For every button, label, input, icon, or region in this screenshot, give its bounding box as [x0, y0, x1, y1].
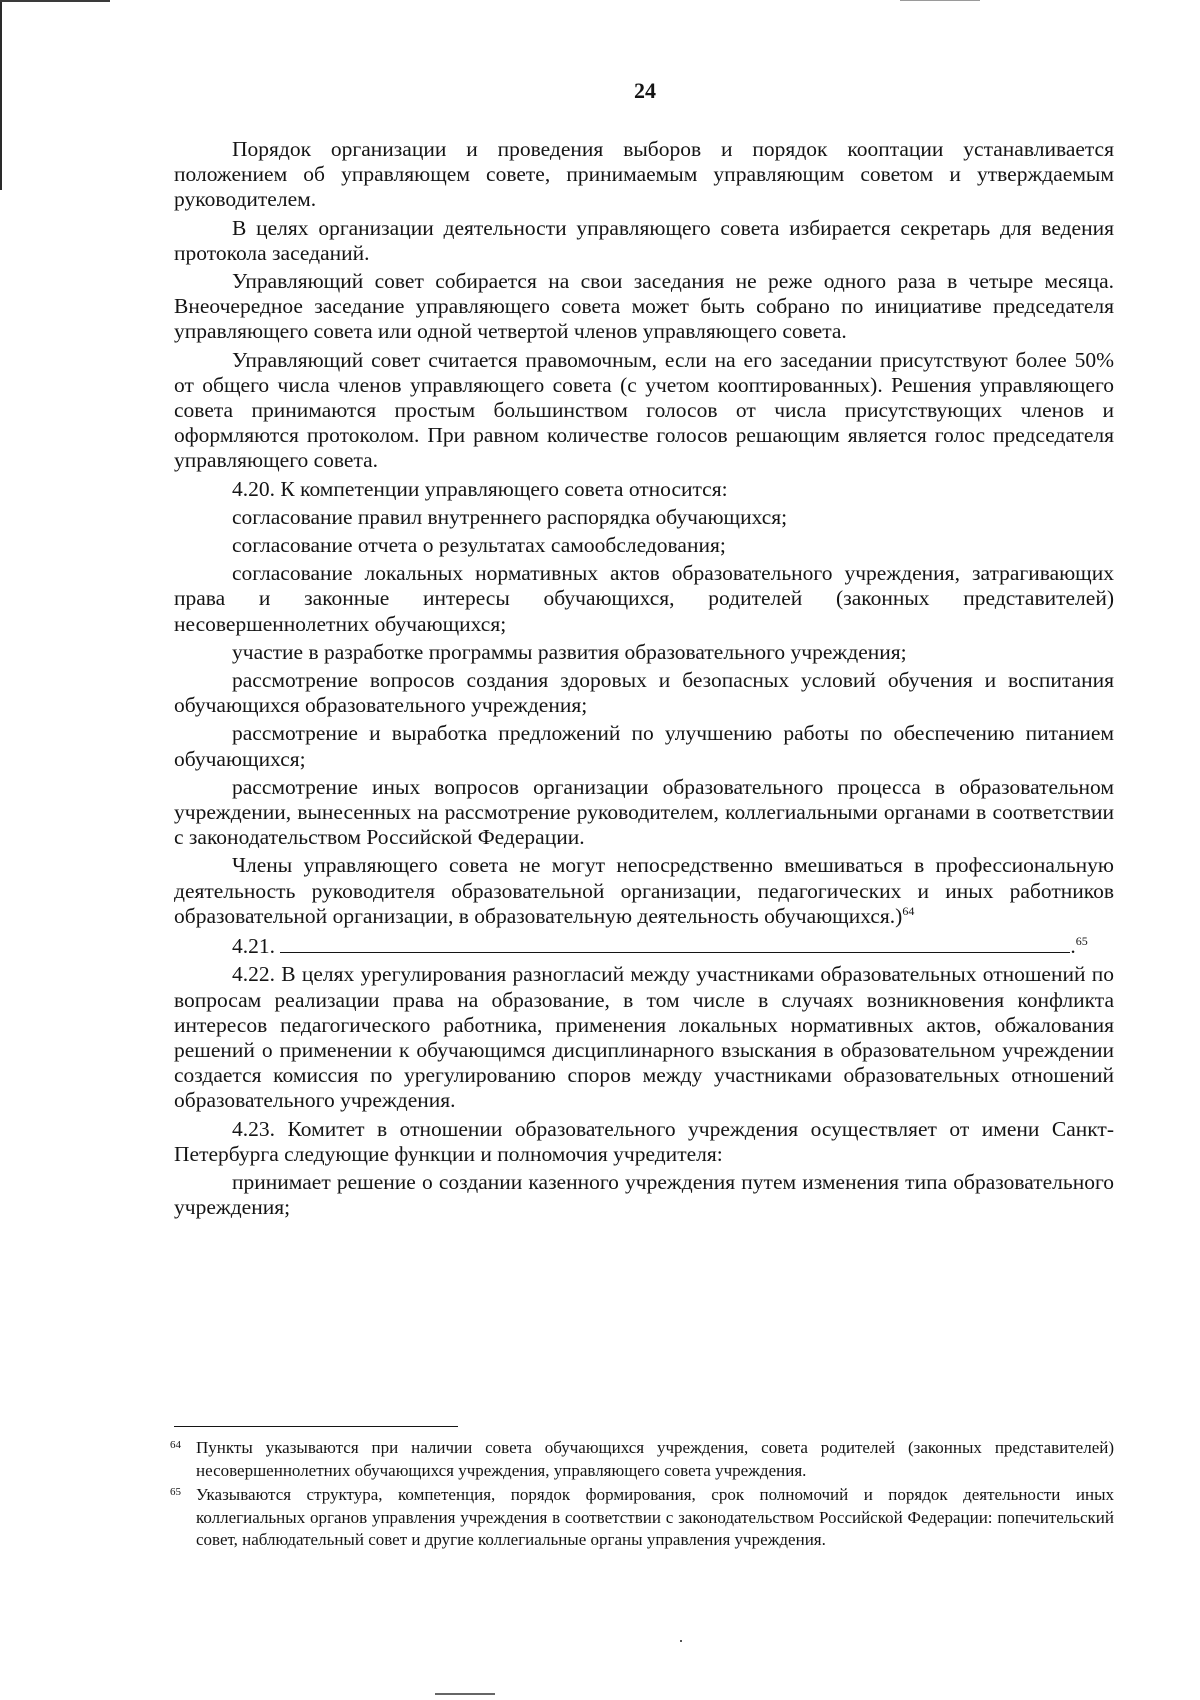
- paragraph: 4.23. Комитет в отношении образовательного учреждения осуществляет от имени Санкт-Петербурга следующие функции и полномочия учредителя:: [174, 1116, 1114, 1166]
- paragraph: участие в разработке программы развития образовательного учреждения;: [232, 639, 907, 664]
- paragraph-text: Члены управляющего совета не могут непосредственно вмешиваться в профессиональную деятельность руководителя образовательной организации, педагогических и иных работников образовательной организации, в образовательную деятельность обучающихся.): [174, 853, 1114, 928]
- page-number: 24: [634, 78, 656, 103]
- item-4-21: [174, 932, 1114, 959]
- document-body: [174, 137, 1114, 1223]
- footnotes: [170, 1437, 1114, 1554]
- paragraph: рассмотрение вопросов создания здоровых и безопасных условий обучения и воспитания обучающихся образовательного учреждения;: [174, 668, 1114, 718]
- footnote-text: Пункты указываются при наличии совета обучающихся учреждения, совета родителей (законных представителей) несовершеннолетних обучающихся учреждения, управляющего совета учреждения.: [196, 1438, 1114, 1480]
- footnote-mark: 65: [170, 1486, 181, 1498]
- footnote-text: Указываются структура, компетенция, порядок формирования, срок полномочий и порядок деятельности иных коллегиальных органов управления учреждения в соответствии с законодательством Российской Федерации: попечительский совет, наблюдательный совет и другие коллегиальные органы управления учреждения.: [196, 1485, 1114, 1549]
- footnote-64: [170, 1437, 1114, 1482]
- paragraph: 4.22. В целях урегулирования разногласий между участниками образовательных отношений по вопросам реализации права на образование, в том числе в случаях возникновения конфликта интересов педагогического работника, применения локальных нормативных актов, обжалования решений о применении к обучающимся дисциплинарного взыскания в образовательном учреждении создается комиссия по урегулированию споров между участниками образовательных отношений образовательного учреждения.: [174, 962, 1114, 1113]
- item-number: 4.21.: [232, 934, 275, 959]
- paragraph: рассмотрение и выработка предложений по улучшению работы по обеспечению питанием обучающихся;: [174, 721, 1114, 771]
- paragraph: рассмотрение иных вопросов организации образовательного процесса в образовательном учреждении, вынесенных на рассмотрение руководителем, коллегиальными органами в соответствии с законодательством Российской Федерации.: [174, 774, 1114, 850]
- footnote-ref-64: 64: [902, 903, 915, 918]
- paragraph: согласование локальных нормативных актов образовательного учреждения, затрагивающих права и законные интересы обучающихся, родителей (законных представителей) несовершеннолетних обучающихся;: [174, 561, 1114, 636]
- footnote-mark: 64: [170, 1439, 181, 1451]
- paragraph: Управляющий совет считается правомочным, если на его заседании присутствуют более 50% от общего числа членов управляющего совета (с учетом кооптированных). Решения управляющего совета принимаются простым большинством голосов от числа присутствующих членов и оформляются протоколом. При равном количестве голосов решающим является голос председателя управляющего совета.: [174, 347, 1114, 473]
- footnote-separator: [174, 1426, 458, 1427]
- footnote-65: [170, 1484, 1114, 1552]
- blank-fill-line: [280, 932, 1070, 953]
- paragraph: Управляющий совет собирается на свои заседания не реже одного раза в четыре месяца. Внеочередное заседание управляющего совета может быть собрано по инициативе председателя управляющего совета или одной четвертой членов управляющего совета.: [174, 269, 1114, 344]
- scan-edge-top-right: [900, 0, 980, 1]
- paragraph: принимает решение о создании казенного учреждения путем изменения типа образовательного учреждения;: [174, 1169, 1114, 1220]
- footnote-ref-65: 65: [1075, 933, 1088, 948]
- scan-edge-top: [0, 0, 110, 2]
- paragraph-with-footnote: [174, 853, 1114, 929]
- paragraph: Порядок организации и проведения выборов и порядок кооптации устанавливается положением об управляющем совете, принимаемым управляющим советом и утверждаемым руководителем.: [174, 137, 1114, 212]
- paragraph: согласование отчета о результатах самообследования;: [232, 533, 726, 558]
- paragraph: согласование правил внутреннего распорядка обучающихся;: [232, 504, 788, 529]
- paragraph: В целях организации деятельности управляющего совета избирается секретарь для ведения протокола заседаний.: [174, 215, 1114, 265]
- paragraph: 4.20. К компетенции управляющего совета относится:: [232, 476, 728, 501]
- scan-speck: [680, 1640, 682, 1642]
- item-end: .: [1070, 934, 1076, 959]
- scan-edge-bottom: [435, 1693, 495, 1695]
